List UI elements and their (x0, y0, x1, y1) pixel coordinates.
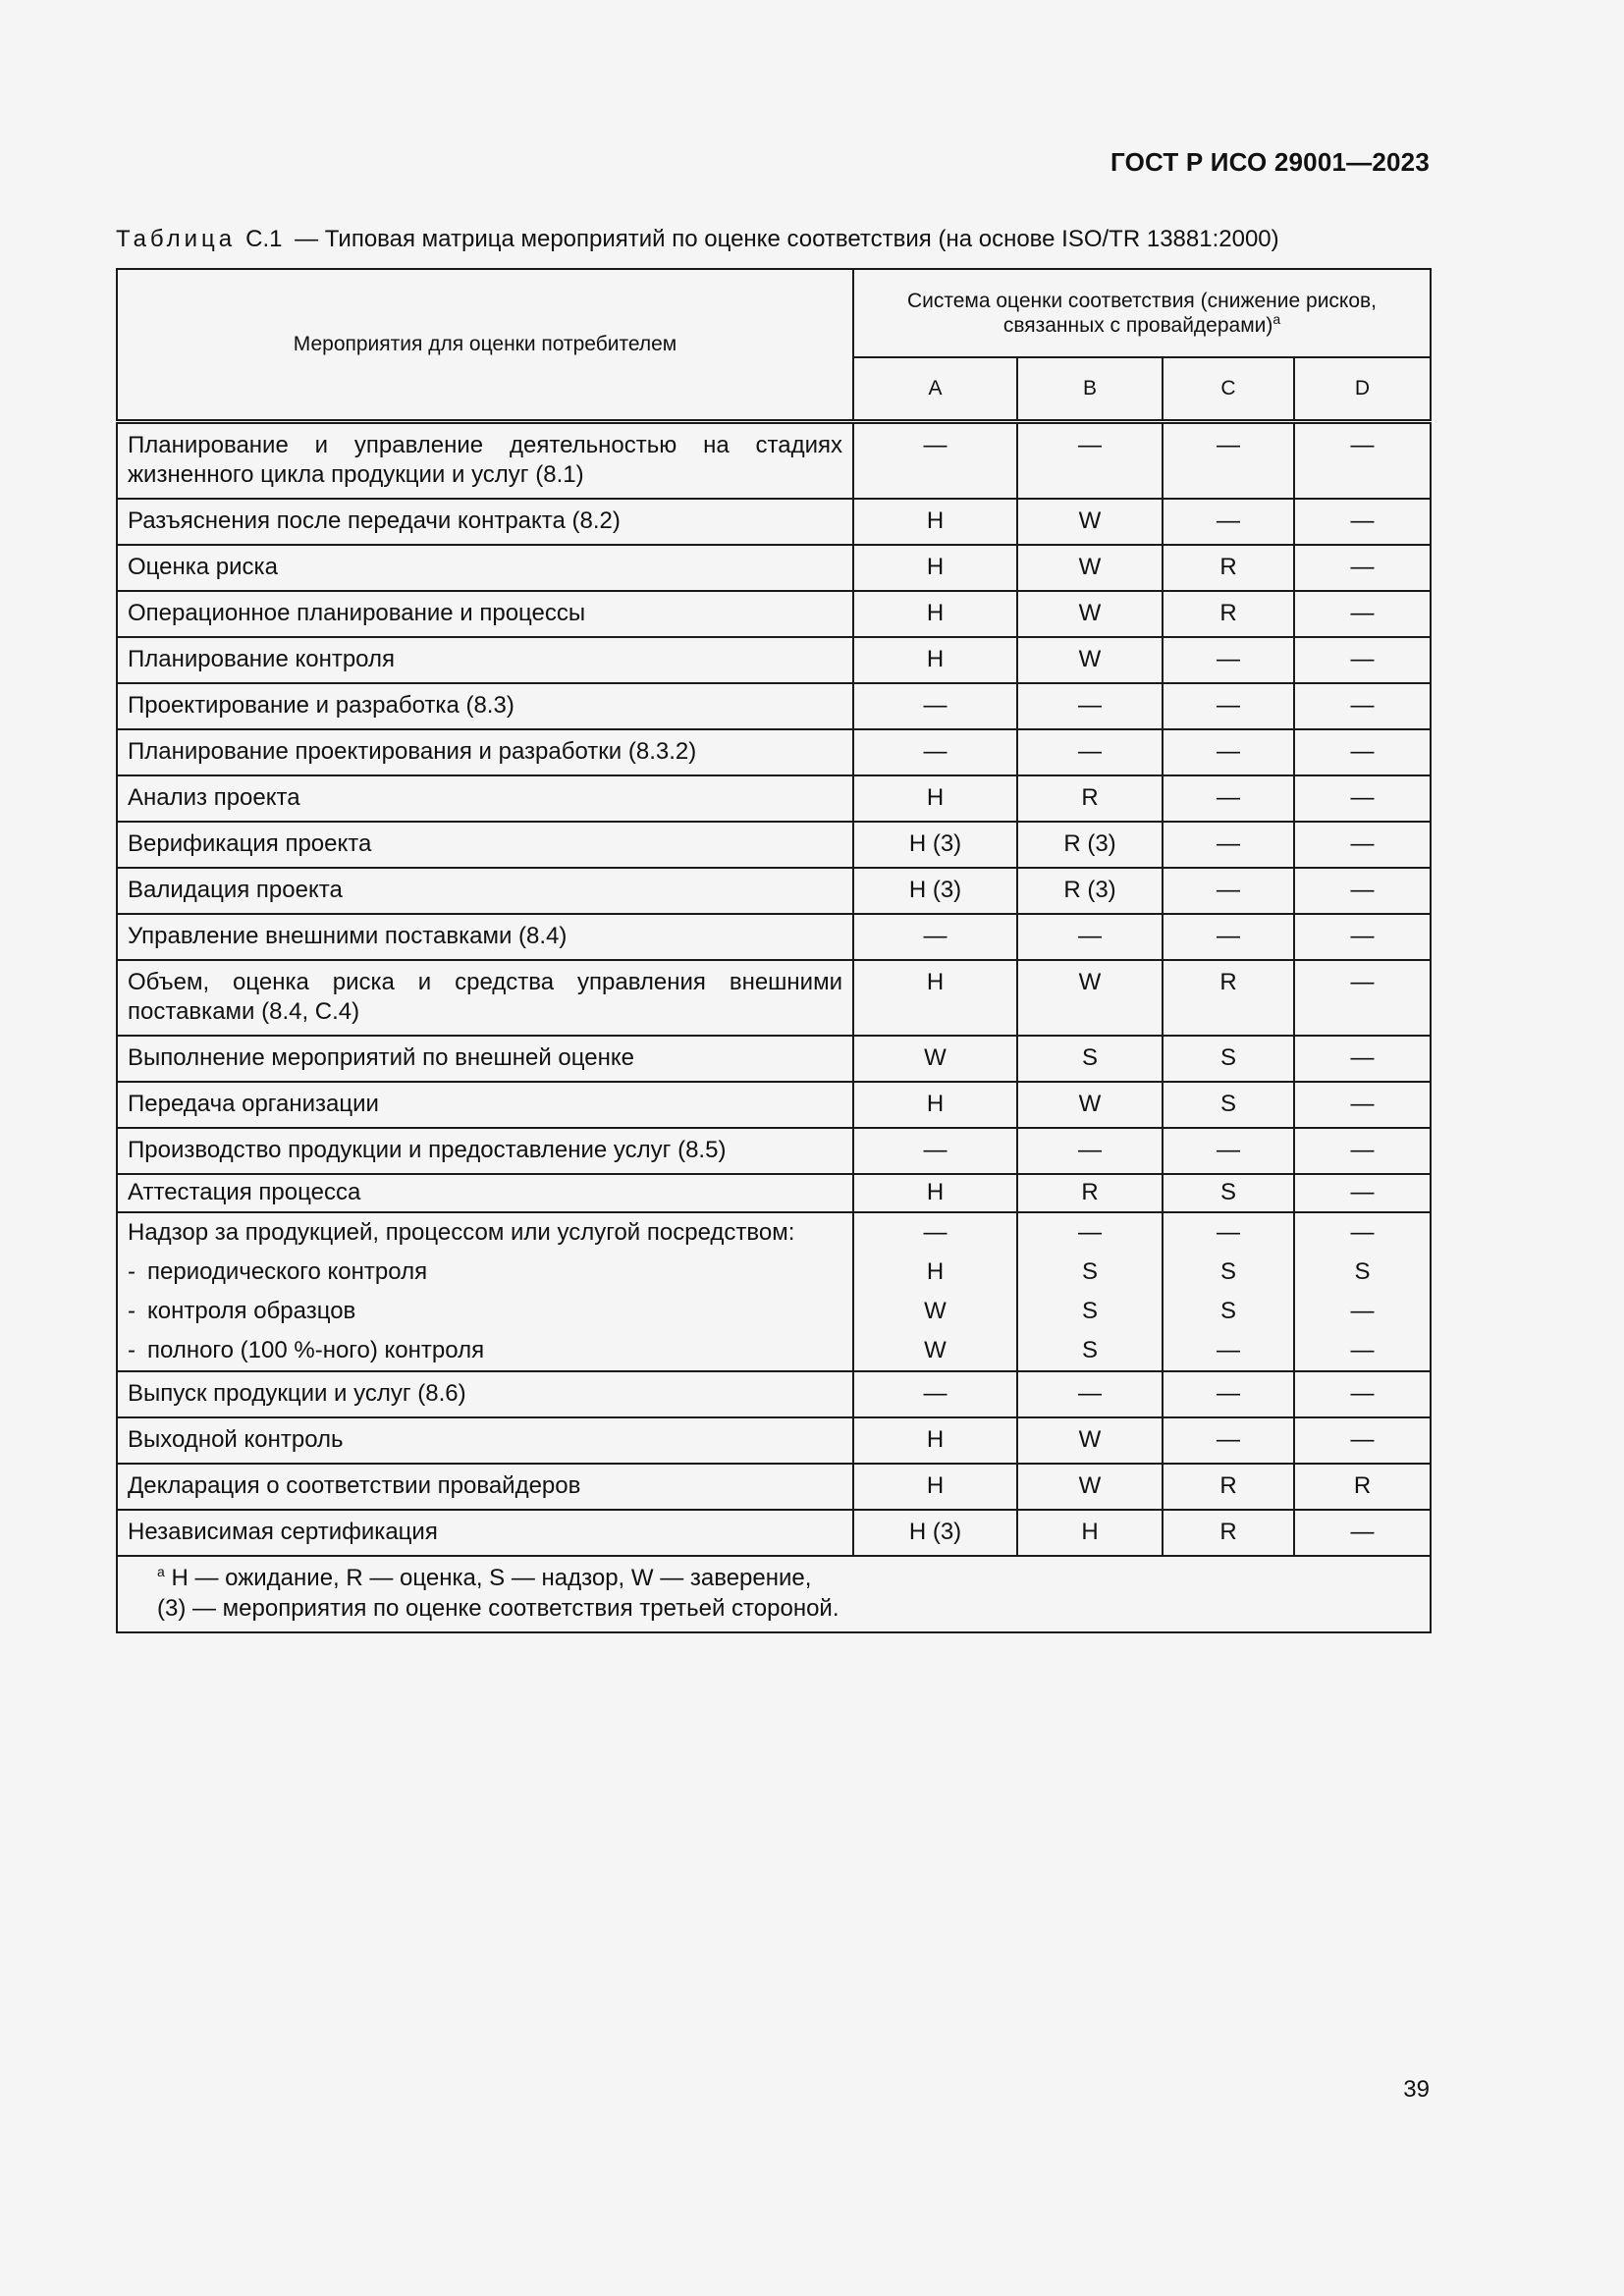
cell-a: H (853, 545, 1017, 591)
cell-d: — (1294, 775, 1431, 822)
supervision-sub-label: полного (100 %-ного) контроля (147, 1337, 485, 1363)
note-line-2: (3) — мероприятия по оценке соответствия третьей стороной. (157, 1595, 839, 1622)
cell-c: R (1163, 1510, 1294, 1556)
cell-a: H (853, 499, 1017, 545)
cell-b: W (1017, 1082, 1163, 1128)
value: H (926, 1258, 945, 1285)
row-label: Выпуск продукции и услуг (8.6) (117, 1371, 853, 1417)
table-row (117, 545, 1431, 591)
cell-b: W (1017, 960, 1163, 1036)
cell-d: — (1294, 1371, 1431, 1417)
row-label: Валидация проекта (117, 868, 853, 914)
table-row (117, 1082, 1431, 1128)
cell-a: — (853, 914, 1017, 960)
cell-c: R (1163, 545, 1294, 591)
note-text-1: H — ожидание, R — оценка, S — надзор, W — заверение, (171, 1565, 812, 1591)
caption-number: C.1 (245, 226, 283, 252)
cell-c: — (1163, 1128, 1294, 1174)
note-footnote-mark: a (157, 1564, 165, 1579)
table-row (117, 868, 1431, 914)
cell-b: — (1017, 683, 1163, 729)
cell-a: — (853, 1128, 1017, 1174)
table-notes-row (117, 1556, 1431, 1632)
cell-c: R (1163, 591, 1294, 637)
value: S (1354, 1258, 1371, 1285)
row-label: Декларация о соответствии провайдеров (117, 1464, 853, 1510)
row-label: Передача организации (117, 1082, 853, 1128)
document-id: ГОСТ Р ИСО 29001—2023 (1110, 147, 1430, 177)
cell-c: — (1163, 775, 1294, 822)
cell-d: — (1294, 1174, 1431, 1212)
cell-d: — (1294, 499, 1431, 545)
value: S (1081, 1337, 1098, 1363)
cell-d (1294, 1212, 1431, 1371)
cell-a: H (853, 775, 1017, 822)
cell-c: — (1163, 1371, 1294, 1417)
value: — (1350, 1298, 1375, 1324)
cell-c: S (1163, 1174, 1294, 1212)
value: W (924, 1298, 947, 1324)
cell-d: — (1294, 1510, 1431, 1556)
table-row (117, 683, 1431, 729)
row-label: Выходной контроль (117, 1417, 853, 1464)
cell-b: W (1017, 545, 1163, 591)
header-letter-b: B (1017, 357, 1163, 421)
table-row (117, 1417, 1431, 1464)
caption-word: Таблица (116, 226, 237, 252)
cell-a: — (853, 1371, 1017, 1417)
table-row (117, 591, 1431, 637)
row-label: Анализ проекта (117, 775, 853, 822)
cell-c: — (1163, 422, 1294, 500)
cell-b: — (1017, 422, 1163, 500)
cell-d: — (1294, 729, 1431, 775)
note-line-1 (157, 1563, 1410, 1593)
cell-d: — (1294, 960, 1431, 1036)
cell-c: S (1163, 1082, 1294, 1128)
cell-a: — (853, 729, 1017, 775)
cell-a: H (3) (853, 822, 1017, 868)
assessment-matrix-table (116, 268, 1432, 1633)
row-label: Аттестация процесса (117, 1174, 853, 1212)
cell-a: H (853, 1082, 1017, 1128)
cell-d: — (1294, 422, 1431, 500)
supervision-label-cell (117, 1212, 853, 1371)
row-label: Планирование и управление деятельностью на стадиях жизненного цикла продукции и услуг (8.1) (117, 422, 853, 500)
row-label: Производство продукции и предоставление услуг (8.5) (117, 1128, 853, 1174)
cell-d: — (1294, 1128, 1431, 1174)
cell-c: — (1163, 683, 1294, 729)
cell-b: W (1017, 499, 1163, 545)
cell-b: — (1017, 914, 1163, 960)
cell-b: R (3) (1017, 822, 1163, 868)
cell-b: W (1017, 637, 1163, 683)
table-row (117, 960, 1431, 1036)
page-number: 39 (1403, 2076, 1430, 2103)
cell-c: — (1163, 637, 1294, 683)
cell-a: H (853, 1464, 1017, 1510)
cell-d: R (1294, 1464, 1431, 1510)
value: — (1350, 1337, 1375, 1363)
value: S (1219, 1298, 1236, 1324)
header-system-footnote-mark: a (1272, 311, 1281, 328)
row-label: Выполнение мероприятий по внешней оценке (117, 1036, 853, 1082)
cell-b (1017, 1212, 1163, 1371)
table-row (117, 1174, 1431, 1212)
cell-b: H (1017, 1510, 1163, 1556)
cell-a: H (3) (853, 1510, 1017, 1556)
table-row (117, 1510, 1431, 1556)
table-row (117, 1036, 1431, 1082)
header-system-text: Система оценки соответствия (снижение рисков, связанных с провайдерами) (906, 290, 1378, 338)
cell-a: — (853, 422, 1017, 500)
table-row-supervision (117, 1212, 1431, 1371)
supervision-sub-1: - периодического контроля (128, 1258, 428, 1285)
row-label: Операционное планирование и процессы (117, 591, 853, 637)
value: — (1217, 1219, 1240, 1246)
cell-a (853, 1212, 1017, 1371)
supervision-sub-label: контроля образцов (147, 1298, 356, 1324)
cell-c (1163, 1212, 1294, 1371)
table-row (117, 637, 1431, 683)
cell-b: R (1017, 1174, 1163, 1212)
cell-d: — (1294, 683, 1431, 729)
row-label: Независимая сертификация (117, 1510, 853, 1556)
cell-a: H (853, 960, 1017, 1036)
table-row (117, 1371, 1431, 1417)
header-letter-a: A (853, 357, 1017, 421)
cell-c: — (1163, 914, 1294, 960)
cell-b: R (1017, 775, 1163, 822)
cell-c: — (1163, 499, 1294, 545)
cell-d: — (1294, 1082, 1431, 1128)
cell-a: H (853, 637, 1017, 683)
cell-a: — (853, 683, 1017, 729)
cell-b: W (1017, 1464, 1163, 1510)
row-label: Планирование контроля (117, 637, 853, 683)
cell-b: S (1017, 1036, 1163, 1082)
cell-d: — (1294, 868, 1431, 914)
row-label: Объем, оценка риска и средства управления внешними поставками (8.4, C.4) (117, 960, 853, 1036)
cell-c: R (1163, 1464, 1294, 1510)
cell-a: W (853, 1036, 1017, 1082)
cell-b: W (1017, 591, 1163, 637)
cell-d: — (1294, 1417, 1431, 1464)
table-row (117, 422, 1431, 500)
row-label: Оценка риска (117, 545, 853, 591)
cell-a: H (853, 1174, 1017, 1212)
cell-d: — (1294, 822, 1431, 868)
cell-b: — (1017, 1371, 1163, 1417)
table-row (117, 914, 1431, 960)
cell-b: — (1017, 1128, 1163, 1174)
supervision-sub-label: периодического контроля (147, 1258, 428, 1285)
cell-a: H (853, 1417, 1017, 1464)
cell-c: — (1163, 729, 1294, 775)
cell-c: — (1163, 868, 1294, 914)
cell-c: — (1163, 822, 1294, 868)
cell-d: — (1294, 1036, 1431, 1082)
value: — (1078, 1219, 1102, 1246)
supervision-sub-3: - полного (100 %-ного) контроля (128, 1337, 485, 1363)
cell-d: — (1294, 591, 1431, 637)
row-label: Управление внешними поставками (8.4) (117, 914, 853, 960)
cell-b: R (3) (1017, 868, 1163, 914)
value: W (924, 1337, 947, 1363)
value: S (1219, 1258, 1236, 1285)
value: — (1350, 1219, 1375, 1246)
row-label: Планирование проектирования и разработки (8.3.2) (117, 729, 853, 775)
table-caption (116, 226, 1279, 253)
cell-b: — (1017, 729, 1163, 775)
supervision-label: Надзор за продукцией, процессом или услугой посредством: (128, 1219, 795, 1246)
header-activity: Мероприятия для оценки потребителем (117, 269, 853, 422)
cell-d: — (1294, 637, 1431, 683)
cell-a: H (3) (853, 868, 1017, 914)
header-system (853, 269, 1431, 357)
cell-b: W (1017, 1417, 1163, 1464)
value: — (1217, 1337, 1240, 1363)
header-letter-d: D (1294, 357, 1431, 421)
table-row (117, 822, 1431, 868)
cell-c: S (1163, 1036, 1294, 1082)
row-label: Разъяснения после передачи контракта (8.2) (117, 499, 853, 545)
cell-c: — (1163, 1417, 1294, 1464)
table-row (117, 729, 1431, 775)
table-row (117, 499, 1431, 545)
caption-text: — Типовая матрица мероприятий по оценке соответствия (на основе ISO/TR 13881:2000) (295, 226, 1279, 252)
table-row (117, 1128, 1431, 1174)
cell-c: R (1163, 960, 1294, 1036)
table-notes (117, 1556, 1431, 1632)
table-row (117, 775, 1431, 822)
header-letter-c: C (1163, 357, 1294, 421)
cell-d: — (1294, 545, 1431, 591)
table-row (117, 1464, 1431, 1510)
cell-d: — (1294, 914, 1431, 960)
value: S (1081, 1258, 1098, 1285)
supervision-sub-2: - контроля образцов (128, 1298, 356, 1324)
value: S (1081, 1298, 1098, 1324)
row-label: Верификация проекта (117, 822, 853, 868)
cell-a: H (853, 591, 1017, 637)
value: — (923, 1219, 947, 1246)
row-label: Проектирование и разработка (8.3) (117, 683, 853, 729)
